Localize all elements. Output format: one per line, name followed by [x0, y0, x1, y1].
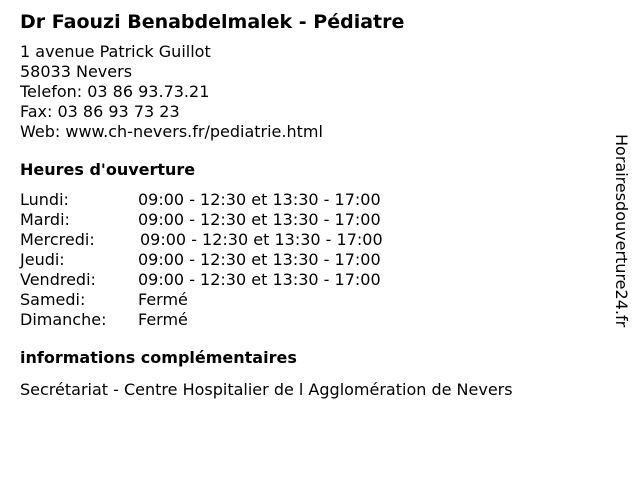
practice-card — [20, 8, 600, 400]
hours-row-thursday — [20, 250, 600, 270]
street-address: 1 avenue Patrick Guillot — [20, 42, 211, 61]
day-label: Jeudi: — [20, 250, 65, 269]
day-label: Dimanche: — [20, 310, 107, 329]
phone-number: Telefon: 03 86 93.73.21 — [20, 82, 210, 101]
hours-row-friday — [20, 270, 600, 290]
day-label: Samedi: — [20, 290, 86, 309]
hours-value: 09:00 - 12:30 et 13:30 - 17:00 — [138, 210, 381, 229]
page-title: Dr Faouzi Benabdelmalek - Pédiatre — [20, 11, 405, 33]
info-text: Secrétariat - Centre Hospitalier de l Agglomération de Nevers — [20, 380, 513, 399]
day-label: Mercredi: — [20, 230, 95, 249]
day-label: Vendredi: — [20, 270, 96, 289]
opening-hours-list — [20, 190, 600, 330]
contact-block — [20, 42, 600, 142]
hours-row-monday — [20, 190, 600, 210]
info-heading: informations complémentaires — [20, 348, 297, 367]
hours-heading: Heures d'ouverture — [20, 160, 196, 179]
hours-row-tuesday — [20, 210, 600, 230]
day-label: Lundi: — [20, 190, 69, 209]
hours-value: 09:00 - 12:30 et 13:30 - 17:00 — [138, 270, 381, 289]
hours-value: 09:00 - 12:30 et 13:30 - 17:00 — [138, 250, 381, 269]
fax-number: Fax: 03 86 93 73 23 — [20, 102, 180, 121]
website-link[interactable]: Web: www.ch-nevers.fr/pediatrie.html — [20, 122, 323, 141]
hours-row-sunday — [20, 310, 600, 330]
day-label: Mardi: — [20, 210, 70, 229]
hours-value: 09:00 - 12:30 et 13:30 - 17:00 — [140, 230, 383, 249]
hours-row-wednesday — [20, 230, 600, 250]
hours-value: 09:00 - 12:30 et 13:30 - 17:00 — [138, 190, 381, 209]
hours-value: Fermé — [138, 310, 188, 329]
city-postal: 58033 Nevers — [20, 62, 133, 81]
hours-row-saturday — [20, 290, 600, 310]
side-brand-watermark: Horairesdouverture24.fr — [612, 134, 631, 328]
hours-value: Fermé — [138, 290, 188, 309]
